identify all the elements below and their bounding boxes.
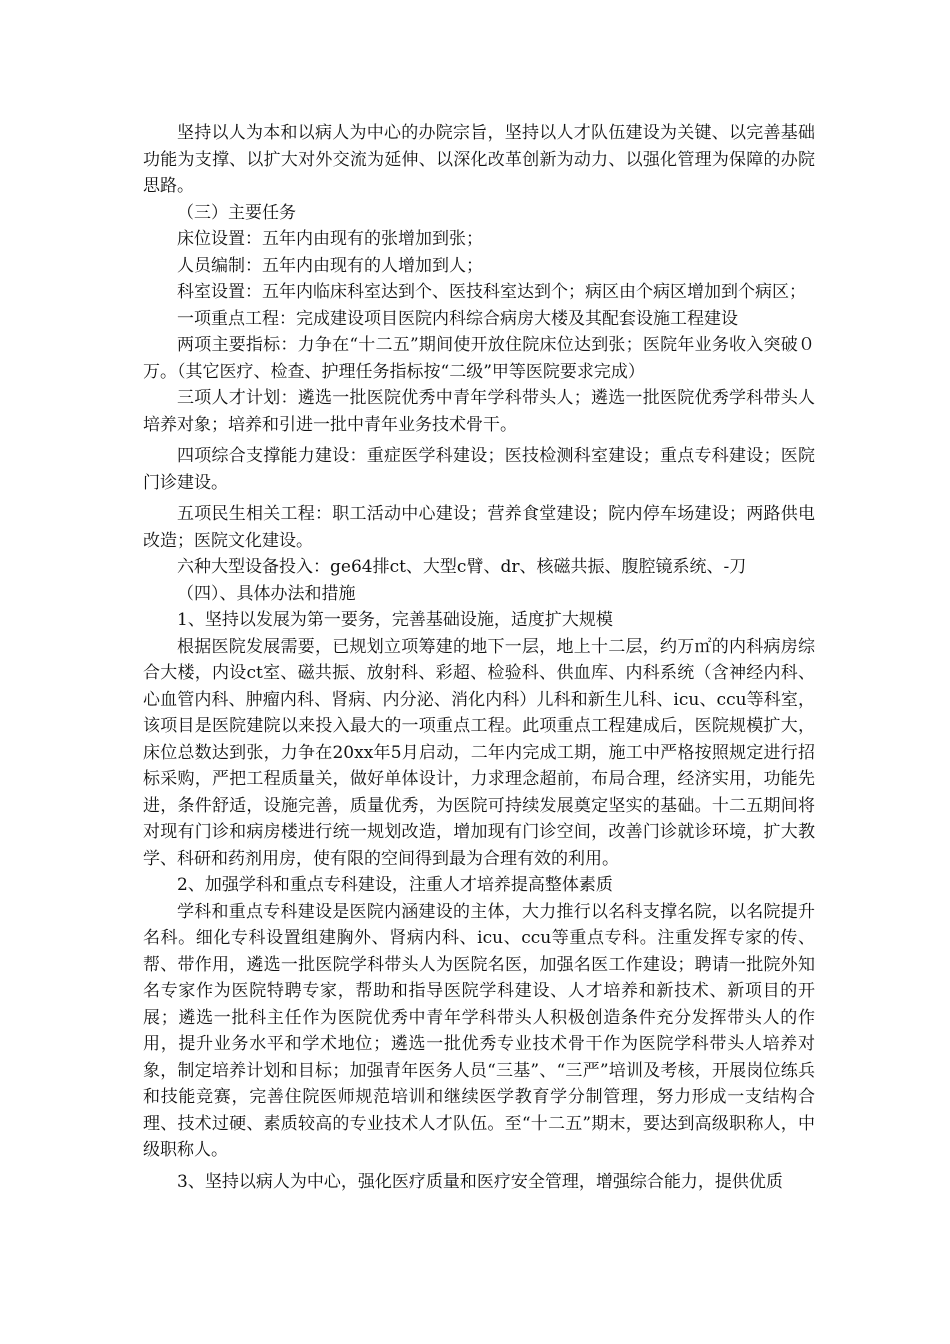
heading-measure-3: 3、坚持以病人为中心，强化医疗质量和医疗安全管理，增强综合能力，提供优质 (177, 1171, 783, 1192)
heading-measure-1: 1、坚持以发展为第一要务，完善基础设施，适度扩大规模 (177, 610, 613, 630)
paragraph-infrastructure: 根据医院发展需要，已规划立项筹建的地下一层，地上十二层，约万㎡的内科病房综合大楼，内设ct室、磁共振、放射科、彩超、检验科、供血库、内科系统（含神经内科、心血管内科、肿瘤内科、肾病、内分泌、消化内科）儿科和新生儿科、icu、ccu等科室，该项目是医院建院以来投入最大的一项重点工程。此项重点工程建成后，医院规模扩大，床位总数达到张，力争在20xx年5月启动，二年内完成工期，施工中严格按照规定进行招标采购，严把工程质量关，做好单体设计，力求理念超前，布局合理，经济实用，功能先进，条件舒适，设施完善，质量优秀，为医院可持续发展奠定坚实的基础。十二五期间将对现有门诊和病房楼进行统一规划改造，增加现有门诊空间，改善门诊就诊环境，扩大教学、科研和药剂用房，使有限的空间得到最为合理有效的利用。 (143, 636, 815, 869)
paragraph-departments: 科室设置：五年内临床科室达到个、医技科室达到个；病区由个病区增加到个病区； (177, 282, 806, 302)
paragraph-talent-plans: 三项人才计划：遴选一批医院优秀中青年学科带头人；遴选一批医院优秀学科带头人培养对象；培养和引进一批中青年业务技术骨干。 (143, 388, 815, 435)
paragraph-discipline-building: 学科和重点专科建设是医院内涵建设的主体，大力推行以名科支撑名院，以名院提升名科。细化专科设置组建胸外、肾病内科、icu、ccu等重点专科。注重发挥专家的传、帮、带作用，遴选一批医院学科带头人为医院名医，加强名医工作建设；聘请一批院外知名专家作为医院特聘专家，帮助和指导医院学科建设、人才培养和新技术、新项目的开展；遴选一批科主任作为医院优秀中青年学科带头人积极创造条件充分发挥带头人的作用，提升业务水平和学术地位；遴选一批优秀专业技术骨干作为医院学科带头人培养对象，制定培养计划和目标；加强青年医务人员“三基”、“三严”培训及考核，开展岗位练兵和技能竞赛，完善住院医师规范培训和继续医学教育学分制管理，努力形成一支结构合理、技术过硬、素质较高的专业技术人才队伍。至“十二五”期末，要达到高级职称人，中级职称人。 (143, 901, 815, 1160)
heading-measure-2: 2、加强学科和重点专科建设，注重人才培养提高整体素质 (177, 875, 613, 895)
paragraph-bed-setting: 床位设置：五年内由现有的张增加到张； (177, 229, 483, 249)
paragraph-support-capacity: 四项综合支撑能力建设：重症医学科建设；医技检测科室建设；重点专科建设；医院门诊建设。 (143, 446, 815, 493)
heading-measures: （四）、具体办法和措施 (177, 583, 356, 604)
paragraph-staffing: 人员编制：五年内由现有的人增加到人； (177, 255, 483, 276)
heading-main-tasks: （三）主要任务 (177, 202, 296, 223)
paragraph-mission: 坚持以人为本和以病人为中心的办院宗旨，坚持以人才队伍建设为关键、以完善基础功能为支撑、以扩大对外交流为延伸、以深化改革创新为动力、以强化管理为保障的办院思路。 (143, 123, 815, 196)
paragraph-main-indicators: 两项主要指标：力争在“十二五”期间使开放住院床位达到张；医院年业务收入突破０万。（其它医疗、检查、护理任务指标按“二级”甲等医院要求完成） (143, 335, 815, 382)
paragraph-equipment: 六种大型设备投入：ge64排ct、大型c臂、dr、核磁共振、腹腔镜系统、-刀 (177, 557, 747, 577)
paragraph-livelihood-projects: 五项民生相关工程：职工活动中心建设；营养食堂建设；院内停车场建设；两路供电改造；医院文化建设。 (143, 504, 815, 551)
paragraph-key-project: 一项重点工程：完成建设项目医院内科综合病房大楼及其配套设施工程建设 (177, 308, 738, 329)
